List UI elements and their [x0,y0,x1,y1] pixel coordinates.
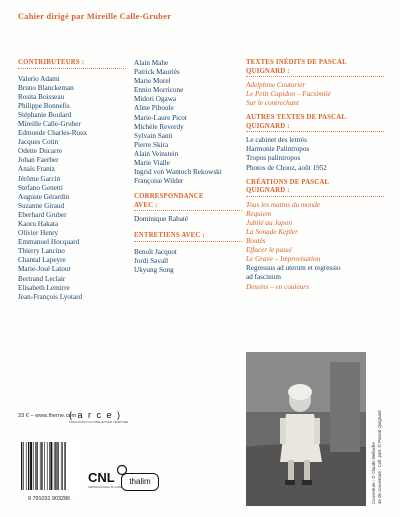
thalim-logo: thalim [121,473,159,491]
contributor-name: Rosita Boisseau [18,92,65,101]
autres-textes-list [246,136,384,172]
contributor-name: Alain Veinstein [134,149,179,158]
barcode-bar [35,442,36,490]
unpublished-text-title: Le Petit Cupidon – Facsimilé [246,90,331,99]
contributor-name: Elisabeth Lemirre [18,283,70,292]
barcode-bar [55,442,56,490]
contributor-name: Stéphanie Boulard [18,110,72,119]
creation-title: Effacer le passé [246,246,292,255]
other-text-title: Tropos palintropos [246,154,301,163]
photo-credits: Couverture : © Claude Bellache 4e de couverture : Coll. part. © Pascal Quignard [371,410,382,504]
barcode-bar [49,442,50,490]
unpublished-text-title: Adelphine Couturier [246,81,306,89]
autres-textes-heading: AUTRES TEXTES DE PASCAL QUIGNARD : [246,114,347,130]
contributor-name: Chantal Lapeyre [18,256,66,265]
contributor-name: Suzanne Giraud [18,201,65,210]
barcode-bar [33,442,34,490]
barcode-bar [50,442,52,490]
contributor-name: Odette Ducarre [18,147,63,156]
contributor-name: Sylvain Santi [134,131,173,140]
contributor-name: Bertrand Leclair [18,274,66,283]
correspondance-list [134,215,242,224]
contributors-list-1 [18,75,126,302]
barcode-bar [40,442,41,490]
cnl-logo: CNL [88,470,115,485]
cover-photograph [246,352,366,506]
contributor-name: Pierre Skira [134,140,169,149]
other-text-title: Photos de Chooz, août 1952 [246,163,327,172]
contributor-name: Anaïs Frantz [18,165,55,174]
textes-inedits-heading: TEXTES INÉDITS DE PASCAL QUIGNARD : [246,59,347,75]
contributor-name: Valerio Adami [18,74,60,83]
contributor-name: Marie-Laure Picot [134,113,187,122]
contributor-name: Michèle Reverdy [134,122,184,131]
barcode-bar [30,442,32,490]
contributor-name: Patrick Mauriès [134,68,180,77]
contributor-name: Jérôme Garcin [18,174,61,183]
contributor-name: Auguste Gérardin [18,192,70,201]
contributor-name: Midori Ogawa [134,95,177,104]
price-and-website: 33 € – www.lherne.com [18,413,77,419]
barcode-bar [28,442,29,490]
contributors-heading: CONTRIBUTEURS : [18,59,85,66]
creations-heading: CRÉATIONS DE PASCAL QUIGNARD : [246,178,330,195]
barcode-bar [44,442,45,490]
contributor-name: Ennio Morricone [134,86,184,95]
barcode-bar [21,442,22,490]
barcode-bar [57,442,58,490]
barcode-bar [54,442,55,490]
barcode-bar [61,442,62,490]
texts-column [246,59,384,292]
contributors-column-1 [18,59,126,302]
creation-title: La Sonade Kepler [246,227,298,236]
creations-list [246,201,384,292]
contributor-name: Marie Morel [134,77,171,86]
contributor-name: Aline Piboule [134,104,174,113]
contributors-list-2 [134,59,242,186]
barcode-bars [18,438,80,494]
other-text-title: Harmonie Palintropos [246,145,310,154]
textes-inedits-list [246,81,384,108]
contributor-name: Françoise Wilder [134,177,184,186]
creation-title: Dessins – en couleurs [246,282,309,291]
barcode-bar [47,442,48,490]
contributor-name: Philippe Bonnefis [18,101,70,110]
barcode-bar [64,442,65,490]
contributor-name: Olivier Henry [18,229,59,238]
contributor-name: Alain Mahe [134,59,169,67]
interviewee-name: Benoît Jacquot [134,247,177,256]
interviewee-name: Jordi Savall [134,257,169,265]
unpublished-text-title: Sur le contrechant [246,99,299,108]
entretiens-heading: ENTRETIENS AVEC : [134,232,205,240]
creation-title: Regressus ad uterum et regressio [246,264,341,273]
cnl-logo-caption: CENTRE NATIONAL DU LIVRE [88,486,122,489]
contributor-name: Marie-José Latour [18,265,71,274]
barcode-bar [26,442,27,490]
creation-title: Jubilé au Japon [246,218,292,227]
correspondance-heading: CORRESPONDANCE AVEC : [134,193,204,209]
arce-logo-caption: ASSOCIATION CULTURELLE POUR L'ÉCRITURE [69,421,129,424]
contributor-name: Johan Faerber [18,156,59,165]
entretiens-list [134,248,242,275]
other-text-title: Le cabinet des lettrés [246,136,307,145]
isbn-number: 9 791031 903286 [28,496,70,502]
barcode-bar [23,442,24,490]
contributor-name: Ingrid von Wantoch Rekowski [134,168,222,177]
contributor-name: Mireille Calle-Gruber [18,119,81,128]
creation-title: ad fascinum [246,273,281,282]
creation-title: Boutès [246,237,266,246]
contributor-name: Eberhard Gruber [18,210,67,219]
contributor-name: Edmonde Charles-Roux [18,129,88,138]
creation-title: Requiem [246,209,272,218]
contributor-name: Jean-François Lyotard [18,292,83,301]
child-photo-illustration [246,352,366,506]
barcode-bar [62,442,63,490]
barcode-bar [41,442,42,490]
contributor-name: Marie Vialle [134,159,170,168]
contributors-column-2 [134,59,242,275]
contributor-name: Kaoru Hakata [18,220,59,228]
creation-title: Tous les matins du monde [246,200,321,209]
contributor-name: Thierry Lancino [18,247,65,256]
isbn-barcode [18,438,80,494]
barcode-bar [36,442,37,490]
cahier-editor-credit: Cahier dirigé par Mireille Calle-Gruber [18,12,172,21]
contributor-name: Stefano Genetti [18,183,63,192]
contributor-name: Bruno Blanckeman [18,83,74,92]
contributor-name: Emmanuel Hocquard [18,238,80,247]
creation-title: Le Grave – Improvisation [246,255,321,264]
interviewee-name: Ukyung Song [134,266,174,275]
arce-logo: ( a r c e ) [69,410,122,420]
correspondent-name: Dominique Rabaté [134,215,189,224]
contributor-name: Jacques Cotin [18,138,59,147]
